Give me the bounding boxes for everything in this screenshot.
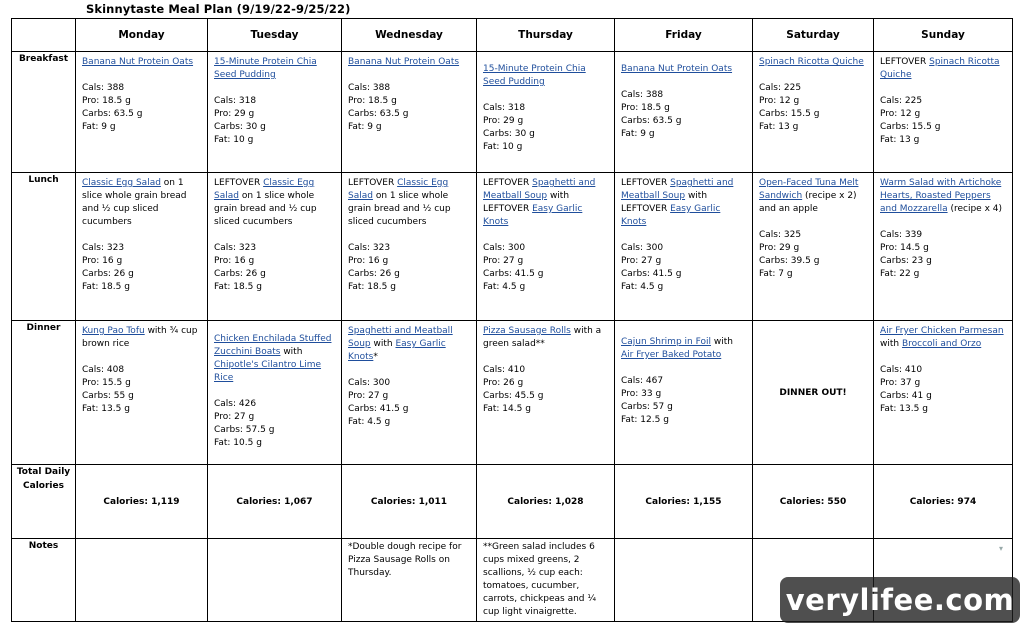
meal-suffix: with [370,339,396,349]
daily-calories-total: Calories: 550 [753,465,874,539]
recipe-link[interactable]: Air Fryer Chicken Parmesan [880,326,1004,336]
meal-prefix: LEFTOVER [880,57,930,67]
day-header: Wednesday [342,19,477,52]
macro-pro: Pro: 29 g [214,109,255,119]
macro-fat: Fat: 13.5 g [82,404,130,414]
meal-description [880,56,1007,82]
macro-cals: Cals: 388 [621,90,664,100]
recipe-link[interactable]: Classic Egg Salad [214,178,315,201]
meal-description [214,177,336,229]
macro-carbs: Carbs: 23 g [880,256,932,266]
recipe-link[interactable]: Easy Garlic Knots [483,204,583,227]
meal-description [348,177,471,229]
macro-carbs: Carbs: 55 g [82,391,134,401]
macro-fat: Fat: 13 g [759,122,799,132]
recipe-link[interactable]: Spaghetti and Meatball Soup [621,178,734,201]
day-header: Tuesday [208,19,342,52]
row-label-dinner: Dinner [12,321,76,465]
macro-fat: Fat: 4.5 g [483,282,526,292]
daily-calories-total: Calories: 1,011 [342,465,477,539]
notes-cell [477,539,615,622]
macro-pro: Pro: 15.5 g [82,378,131,388]
row-label-lunch: Lunch [12,173,76,321]
macros-block [483,364,609,416]
meal-description [483,63,609,89]
macros-block [214,398,336,450]
meal-description [880,177,1007,216]
macro-pro: Pro: 18.5 g [348,96,397,106]
macros-block [621,242,747,294]
macro-pro: Pro: 27 g [483,256,524,266]
macros-block [483,242,609,294]
meal-entry [342,52,476,136]
meal-suffix: (recipe x 4) [947,204,1002,214]
meal-entry [615,52,752,143]
document-title: Skinnytaste Meal Plan (9/19/22-9/25/22) [86,2,351,16]
dinner-cell [477,321,615,465]
macros-block [880,95,1007,147]
recipe-link[interactable]: Broccoli and Orzo [901,339,982,349]
day-header: Sunday [874,19,1013,52]
macro-fat: Fat: 4.5 g [621,282,664,292]
macro-carbs: Carbs: 26 g [214,269,266,279]
breakfast-cell [874,52,1013,173]
meal-description [348,325,471,364]
macro-carbs: Carbs: 15.5 g [880,122,941,132]
recipe-link[interactable]: Cajun Shrimp in Foil [621,337,711,347]
recipe-link[interactable]: 15-Minute Protein Chia Seed Pudding [483,64,586,87]
meal-entry [76,173,207,296]
note-text [753,539,873,543]
macros-block [348,82,471,134]
macro-cals: Cals: 426 [214,399,257,409]
meal-entry [615,173,752,296]
corner-cell [12,19,76,52]
macro-cals: Cals: 318 [214,96,257,106]
macro-carbs: Carbs: 57.5 g [214,425,275,435]
macros-block [214,242,336,294]
meal-prefix: LEFTOVER [483,178,533,188]
recipe-link[interactable]: Easy Garlic Knots [621,204,721,227]
macro-cals: Cals: 323 [348,243,391,253]
macro-carbs: Carbs: 41.5 g [483,269,544,279]
recipe-link[interactable]: Pizza Sausage Rolls [483,326,571,336]
lunch-cell [753,173,874,321]
meal-description [483,325,609,351]
macro-fat: Fat: 13 g [880,135,920,145]
lunch-cell [208,173,342,321]
meal-entry [208,52,341,149]
macro-cals: Cals: 325 [759,230,802,240]
recipe-link[interactable]: Spaghetti and Meatball Soup [348,326,453,349]
recipe-link[interactable]: Banana Nut Protein Oats [621,64,733,74]
lunch-cell [477,173,615,321]
macro-fat: Fat: 22 g [880,269,920,279]
macro-cals: Cals: 388 [82,83,125,93]
meal-description [483,177,609,229]
macro-cals: Cals: 467 [621,376,664,386]
meal-entry [76,321,207,418]
macro-cals: Cals: 225 [880,96,923,106]
macros-block [880,229,1007,281]
macro-cals: Cals: 410 [880,365,923,375]
meal-entry [753,52,873,136]
macro-fat: Fat: 18.5 g [348,282,396,292]
row-label-notes: Notes [12,539,76,622]
meal-suffix: on 1 slice whole grain bread and ½ cup sliced cucumbers [82,178,187,227]
day-header: Friday [615,19,753,52]
macros-block [621,89,747,141]
macro-cals: Cals: 300 [621,243,664,253]
daily-calories-total: Calories: 1,067 [208,465,342,539]
meal-suffix: with LEFTOVER [483,191,570,214]
lunch-cell [615,173,753,321]
macro-pro: Pro: 16 g [214,256,255,266]
meal-description [82,56,202,69]
macro-fat: Fat: 10.5 g [214,438,262,448]
macro-carbs: Carbs: 39.5 g [759,256,820,266]
note-text [615,539,752,543]
macro-fat: Fat: 4.5 g [348,417,391,427]
dinner-cell [208,321,342,465]
macro-carbs: Carbs: 41.5 g [621,269,682,279]
meal-description [621,63,747,76]
recipe-link[interactable]: Chicken Enchilada Stuffed Zucchini Boats [214,334,332,357]
recipe-link[interactable]: Chipotle's Cilantro Lime Rice [214,360,322,383]
meal-description [214,56,336,82]
dinner-cell [874,321,1013,465]
macro-carbs: Carbs: 15.5 g [759,109,820,119]
macro-carbs: Carbs: 57 g [621,402,673,412]
meal-prefix: LEFTOVER [621,178,671,188]
macro-pro: Pro: 18.5 g [621,103,670,113]
lunch-cell [874,173,1013,321]
macro-carbs: Carbs: 63.5 g [348,109,409,119]
macro-pro: Pro: 12 g [880,109,921,119]
macros-block [483,102,609,154]
breakfast-cell [208,52,342,173]
notes-cell [208,539,342,622]
daily-calories-total: Calories: 1,028 [477,465,615,539]
macro-pro: Pro: 29 g [759,243,800,253]
macro-carbs: Carbs: 63.5 g [82,109,143,119]
macro-cals: Cals: 318 [483,103,526,113]
daily-calories-total: Calories: 1,155 [615,465,753,539]
macro-pro: Pro: 27 g [348,391,389,401]
day-header: Monday [76,19,208,52]
macro-fat: Fat: 18.5 g [82,282,130,292]
recipe-link[interactable]: Warm Salad with Artichoke Hearts, Roasted Peppers and Mozzarella [880,178,1002,214]
breakfast-cell [342,52,477,173]
recipe-link[interactable]: Banana Nut Protein Oats [82,57,194,67]
meal-entry [874,321,1012,418]
meal-description [348,56,471,69]
recipe-link[interactable]: Classic Egg Salad [82,178,161,188]
meal-description [880,325,1007,351]
macro-cals: Cals: 300 [483,243,526,253]
notes-cell [615,539,753,622]
macros-block [759,82,868,134]
breakfast-cell [753,52,874,173]
meal-suffix: with [880,339,902,349]
breakfast-cell [477,52,615,173]
header-row [12,19,1013,52]
macros-block [759,229,868,281]
breakfast-row [12,52,1013,173]
macro-fat: Fat: 12.5 g [621,415,669,425]
meal-entry [477,52,614,156]
macro-carbs: Carbs: 45.5 g [483,391,544,401]
meal-entry [76,52,207,136]
recipe-link[interactable]: Classic Egg Salad [348,178,449,201]
row-label-total: Total Daily Calories [12,465,76,539]
macro-pro: Pro: 16 g [82,256,123,266]
meal-suffix: with ¾ cup brown rice [82,326,198,349]
macros-block [880,364,1007,416]
day-header: Saturday [753,19,874,52]
meal-suffix: on 1 slice whole grain bread and ½ cup sliced cucumbers [348,191,451,227]
meal-description [759,56,868,69]
note-text: **Green salad includes 6 cups mixed greens, 2 scallions, ½ cup each: tomatoes, cucumber, carrots, chickpeas and ¼ cup light vinaigrette. [483,542,597,617]
macro-pro: Pro: 14.5 g [880,243,929,253]
macro-pro: Pro: 29 g [483,116,524,126]
meal-suffix: with [280,347,303,357]
macro-carbs: Carbs: 30 g [214,122,266,132]
macros-block [348,377,471,429]
meal-suffix: * [373,352,378,362]
meal-prefix: LEFTOVER [214,178,264,188]
macros-block [348,242,471,294]
breakfast-cell [76,52,208,173]
macro-carbs: Carbs: 26 g [82,269,134,279]
meal-prefix: LEFTOVER [348,178,398,188]
macro-fat: Fat: 9 g [348,122,382,132]
recipe-link[interactable]: Air Fryer Baked Potato [621,350,722,360]
macro-pro: Pro: 33 g [621,389,662,399]
macros-block [621,375,747,427]
total-calories-row [12,465,1013,539]
macro-pro: Pro: 27 g [214,412,255,422]
macro-carbs: Carbs: 41.5 g [348,404,409,414]
meal-entry [342,321,476,431]
macro-cals: Cals: 225 [759,83,802,93]
meal-suffix: with [710,337,733,347]
macro-cals: Cals: 323 [82,243,125,253]
macro-fat: Fat: 14.5 g [483,404,531,414]
dinner-cell [615,321,753,465]
macro-cals: Cals: 300 [348,378,391,388]
macro-fat: Fat: 7 g [759,269,793,279]
macro-carbs: Carbs: 26 g [348,269,400,279]
macro-fat: Fat: 10 g [483,142,523,152]
macro-carbs: Carbs: 30 g [483,129,535,139]
macros-block [82,242,202,294]
meal-entry [477,173,614,296]
macro-fat: Fat: 18.5 g [214,282,262,292]
dinner-cell [342,321,477,465]
macros-block [214,95,336,147]
macro-pro: Pro: 18.5 g [82,96,131,106]
recipe-link[interactable]: Spaghetti and Meatball Soup [483,178,596,201]
meal-entry [874,52,1012,149]
macro-fat: Fat: 10 g [214,135,254,145]
notes-cell [342,539,477,622]
recipe-link[interactable]: Open-Faced Tuna Melt Sandwich [759,178,859,201]
meal-description [214,333,336,385]
meal-description [82,325,202,351]
macro-carbs: Carbs: 63.5 g [621,116,682,126]
macro-cals: Cals: 410 [483,365,526,375]
recipe-link[interactable]: Kung Pao Tofu [82,326,145,336]
breakfast-cell [615,52,753,173]
recipe-link[interactable]: Easy Garlic Knots [348,339,446,362]
macro-pro: Pro: 16 g [348,256,389,266]
dinner-cell [76,321,208,465]
macro-cals: Cals: 408 [82,365,125,375]
macro-fat: Fat: 9 g [82,122,116,132]
meal-entry [342,173,476,296]
day-header: Thursday [477,19,615,52]
watermark-logo: verylifee.com [780,577,1020,623]
macro-fat: Fat: 9 g [621,129,655,139]
macros-block [82,364,202,416]
macro-pro: Pro: 37 g [880,378,921,388]
lunch-cell [76,173,208,321]
meal-suffix: (recipe x 2) and an apple [759,191,857,214]
meal-suffix: with a green salad** [483,326,602,349]
notes-cell [76,539,208,622]
macro-cals: Cals: 323 [214,243,257,253]
macro-fat: Fat: 13.5 g [880,404,928,414]
macro-carbs: Carbs: 41 g [880,391,932,401]
macros-block [82,82,202,134]
note-text [76,539,207,543]
meal-description [621,177,747,229]
lunch-row [12,173,1013,321]
dinner-out-label: DINNER OUT! [753,321,874,465]
recipe-link[interactable]: Spinach Ricotta Quiche [880,57,1000,80]
recipe-link[interactable]: Spinach Ricotta Quiche [759,57,864,67]
meal-entry [208,173,341,296]
daily-calories-total: Calories: 1,119 [76,465,208,539]
meal-suffix: with LEFTOVER [621,191,708,214]
lunch-cell [342,173,477,321]
recipe-link[interactable]: 15-Minute Protein Chia Seed Pudding [214,57,317,80]
chevron-down-icon[interactable]: ▾ [998,544,1003,553]
macro-pro: Pro: 26 g [483,378,524,388]
meal-description [759,177,868,216]
note-text [208,539,341,543]
meal-entry [753,173,873,283]
daily-calories-total: Calories: 974 [874,465,1013,539]
meal-description [82,177,202,229]
note-text: *Double dough recipe for Pizza Sausage Rolls on Thursday. [348,542,462,578]
recipe-link[interactable]: Banana Nut Protein Oats [348,57,460,67]
macro-pro: Pro: 27 g [621,256,662,266]
note-text [874,539,1012,543]
meal-description [621,336,747,362]
meal-plan-table [11,18,1013,622]
meal-entry [477,321,614,418]
meal-entry [615,321,752,429]
macro-pro: Pro: 12 g [759,96,800,106]
row-label-breakfast: Breakfast [12,52,76,173]
meal-entry [208,321,341,452]
meal-suffix: on 1 slice whole grain bread and ½ cup sliced cucumbers [214,191,317,227]
macro-cals: Cals: 388 [348,83,391,93]
dinner-row [12,321,1013,465]
macro-cals: Cals: 339 [880,230,923,240]
meal-entry [874,173,1012,283]
